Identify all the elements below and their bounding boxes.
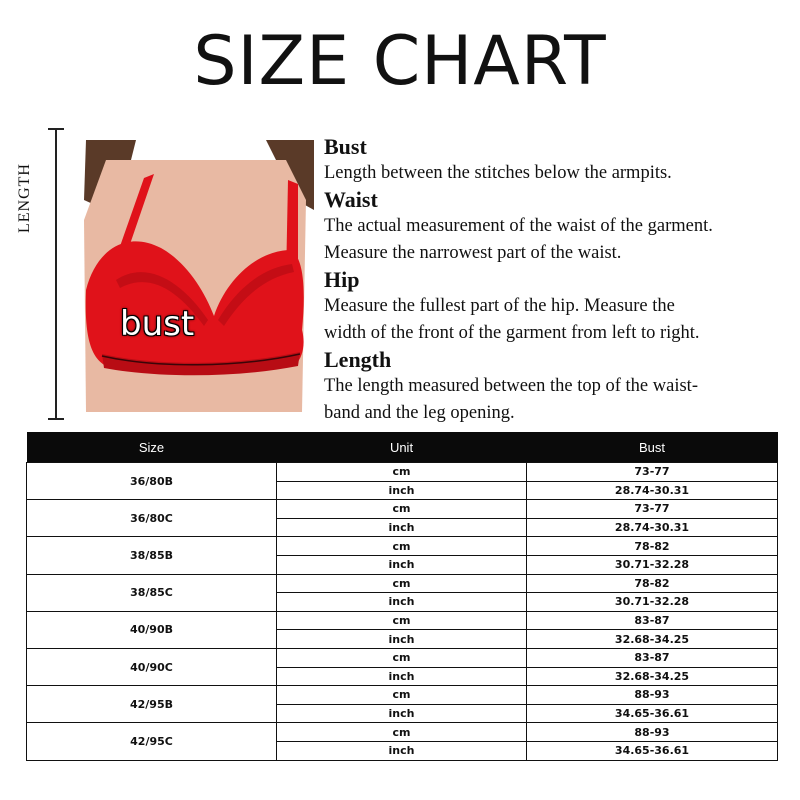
length-label: LENGTH — [16, 163, 33, 233]
unit-cell: cm — [277, 574, 527, 593]
unit-cell: cm — [277, 463, 527, 482]
size-cell: 42/95B — [27, 686, 277, 723]
definition-length — [324, 347, 784, 427]
bust-cell: 30.71-32.28 — [527, 593, 778, 612]
header-size: Size — [27, 432, 277, 463]
bust-cell: 73-77 — [527, 500, 778, 519]
unit-cell: cm — [277, 723, 527, 742]
bust-cell: 34.65-36.61 — [527, 704, 778, 723]
bust-cell: 28.74-30.31 — [527, 518, 778, 537]
size-cell: 38/85C — [27, 574, 277, 611]
definition-line: The length measured between the top of the waist- — [324, 376, 698, 396]
definition-bust — [324, 134, 784, 187]
unit-cell: cm — [277, 648, 527, 667]
table-row — [27, 648, 778, 667]
definition-term: Hip — [324, 267, 360, 292]
bust-cell: 78-82 — [527, 537, 778, 556]
unit-cell: inch — [277, 593, 527, 612]
bust-cell: 88-93 — [527, 686, 778, 705]
table-row — [27, 537, 778, 556]
size-table-container — [26, 432, 777, 761]
definition-line: band and the leg opening. — [324, 403, 515, 423]
table-row — [27, 500, 778, 519]
bust-cell: 28.74-30.31 — [527, 481, 778, 500]
unit-cell: inch — [277, 667, 527, 686]
table-row — [27, 463, 778, 482]
definition-line: width of the front of the garment from left to right. — [324, 323, 700, 343]
table-row — [27, 686, 778, 705]
size-cell: 40/90C — [27, 648, 277, 685]
definition-term: Bust — [324, 134, 367, 159]
size-table — [26, 432, 778, 761]
size-cell: 38/85B — [27, 537, 277, 574]
bust-cell: 32.68-34.25 — [527, 630, 778, 649]
table-row — [27, 574, 778, 593]
unit-cell: inch — [277, 481, 527, 500]
definition-line: Measure the narrowest part of the waist. — [324, 243, 622, 263]
bust-cell: 30.71-32.28 — [527, 555, 778, 574]
unit-cell: inch — [277, 630, 527, 649]
header-bust: Bust — [527, 432, 778, 463]
definition-hip — [324, 267, 784, 347]
definition-term: Length — [324, 347, 392, 372]
definition-term: Waist — [324, 187, 378, 212]
table-header-row — [27, 432, 778, 463]
bust-cell: 73-77 — [527, 463, 778, 482]
size-cell: 36/80B — [27, 463, 277, 500]
unit-cell: inch — [277, 741, 527, 760]
size-cell: 36/80C — [27, 500, 277, 537]
bust-cell: 78-82 — [527, 574, 778, 593]
unit-cell: cm — [277, 500, 527, 519]
size-cell: 40/90B — [27, 611, 277, 648]
table-row — [27, 723, 778, 742]
bust-cell: 88-93 — [527, 723, 778, 742]
definition-line: Measure the fullest part of the hip. Measure the — [324, 296, 675, 316]
bust-cell: 83-87 — [527, 611, 778, 630]
definition-line: The actual measurement of the waist of the garment. — [324, 216, 713, 236]
product-photo — [66, 140, 314, 412]
bust-cell: 34.65-36.61 — [527, 741, 778, 760]
unit-cell: inch — [277, 704, 527, 723]
bust-cell: 32.68-34.25 — [527, 667, 778, 686]
definition-waist — [324, 187, 784, 267]
unit-cell: inch — [277, 518, 527, 537]
page-title: SIZE CHART — [193, 22, 607, 101]
unit-cell: inch — [277, 555, 527, 574]
unit-cell: cm — [277, 537, 527, 556]
ruler-bar — [55, 128, 57, 420]
bust-cell: 83-87 — [527, 648, 778, 667]
size-cell: 42/95C — [27, 723, 277, 760]
length-ruler — [44, 128, 68, 420]
bra-illustration — [66, 140, 314, 412]
header-unit: Unit — [277, 432, 527, 463]
definition-line: Length between the stitches below the armpits. — [324, 163, 672, 183]
ruler-bottom-cap — [48, 418, 64, 420]
measurement-definitions — [324, 134, 784, 427]
bust-overlay-label: bust — [120, 304, 195, 344]
table-row — [27, 611, 778, 630]
unit-cell: cm — [277, 611, 527, 630]
unit-cell: cm — [277, 686, 527, 705]
